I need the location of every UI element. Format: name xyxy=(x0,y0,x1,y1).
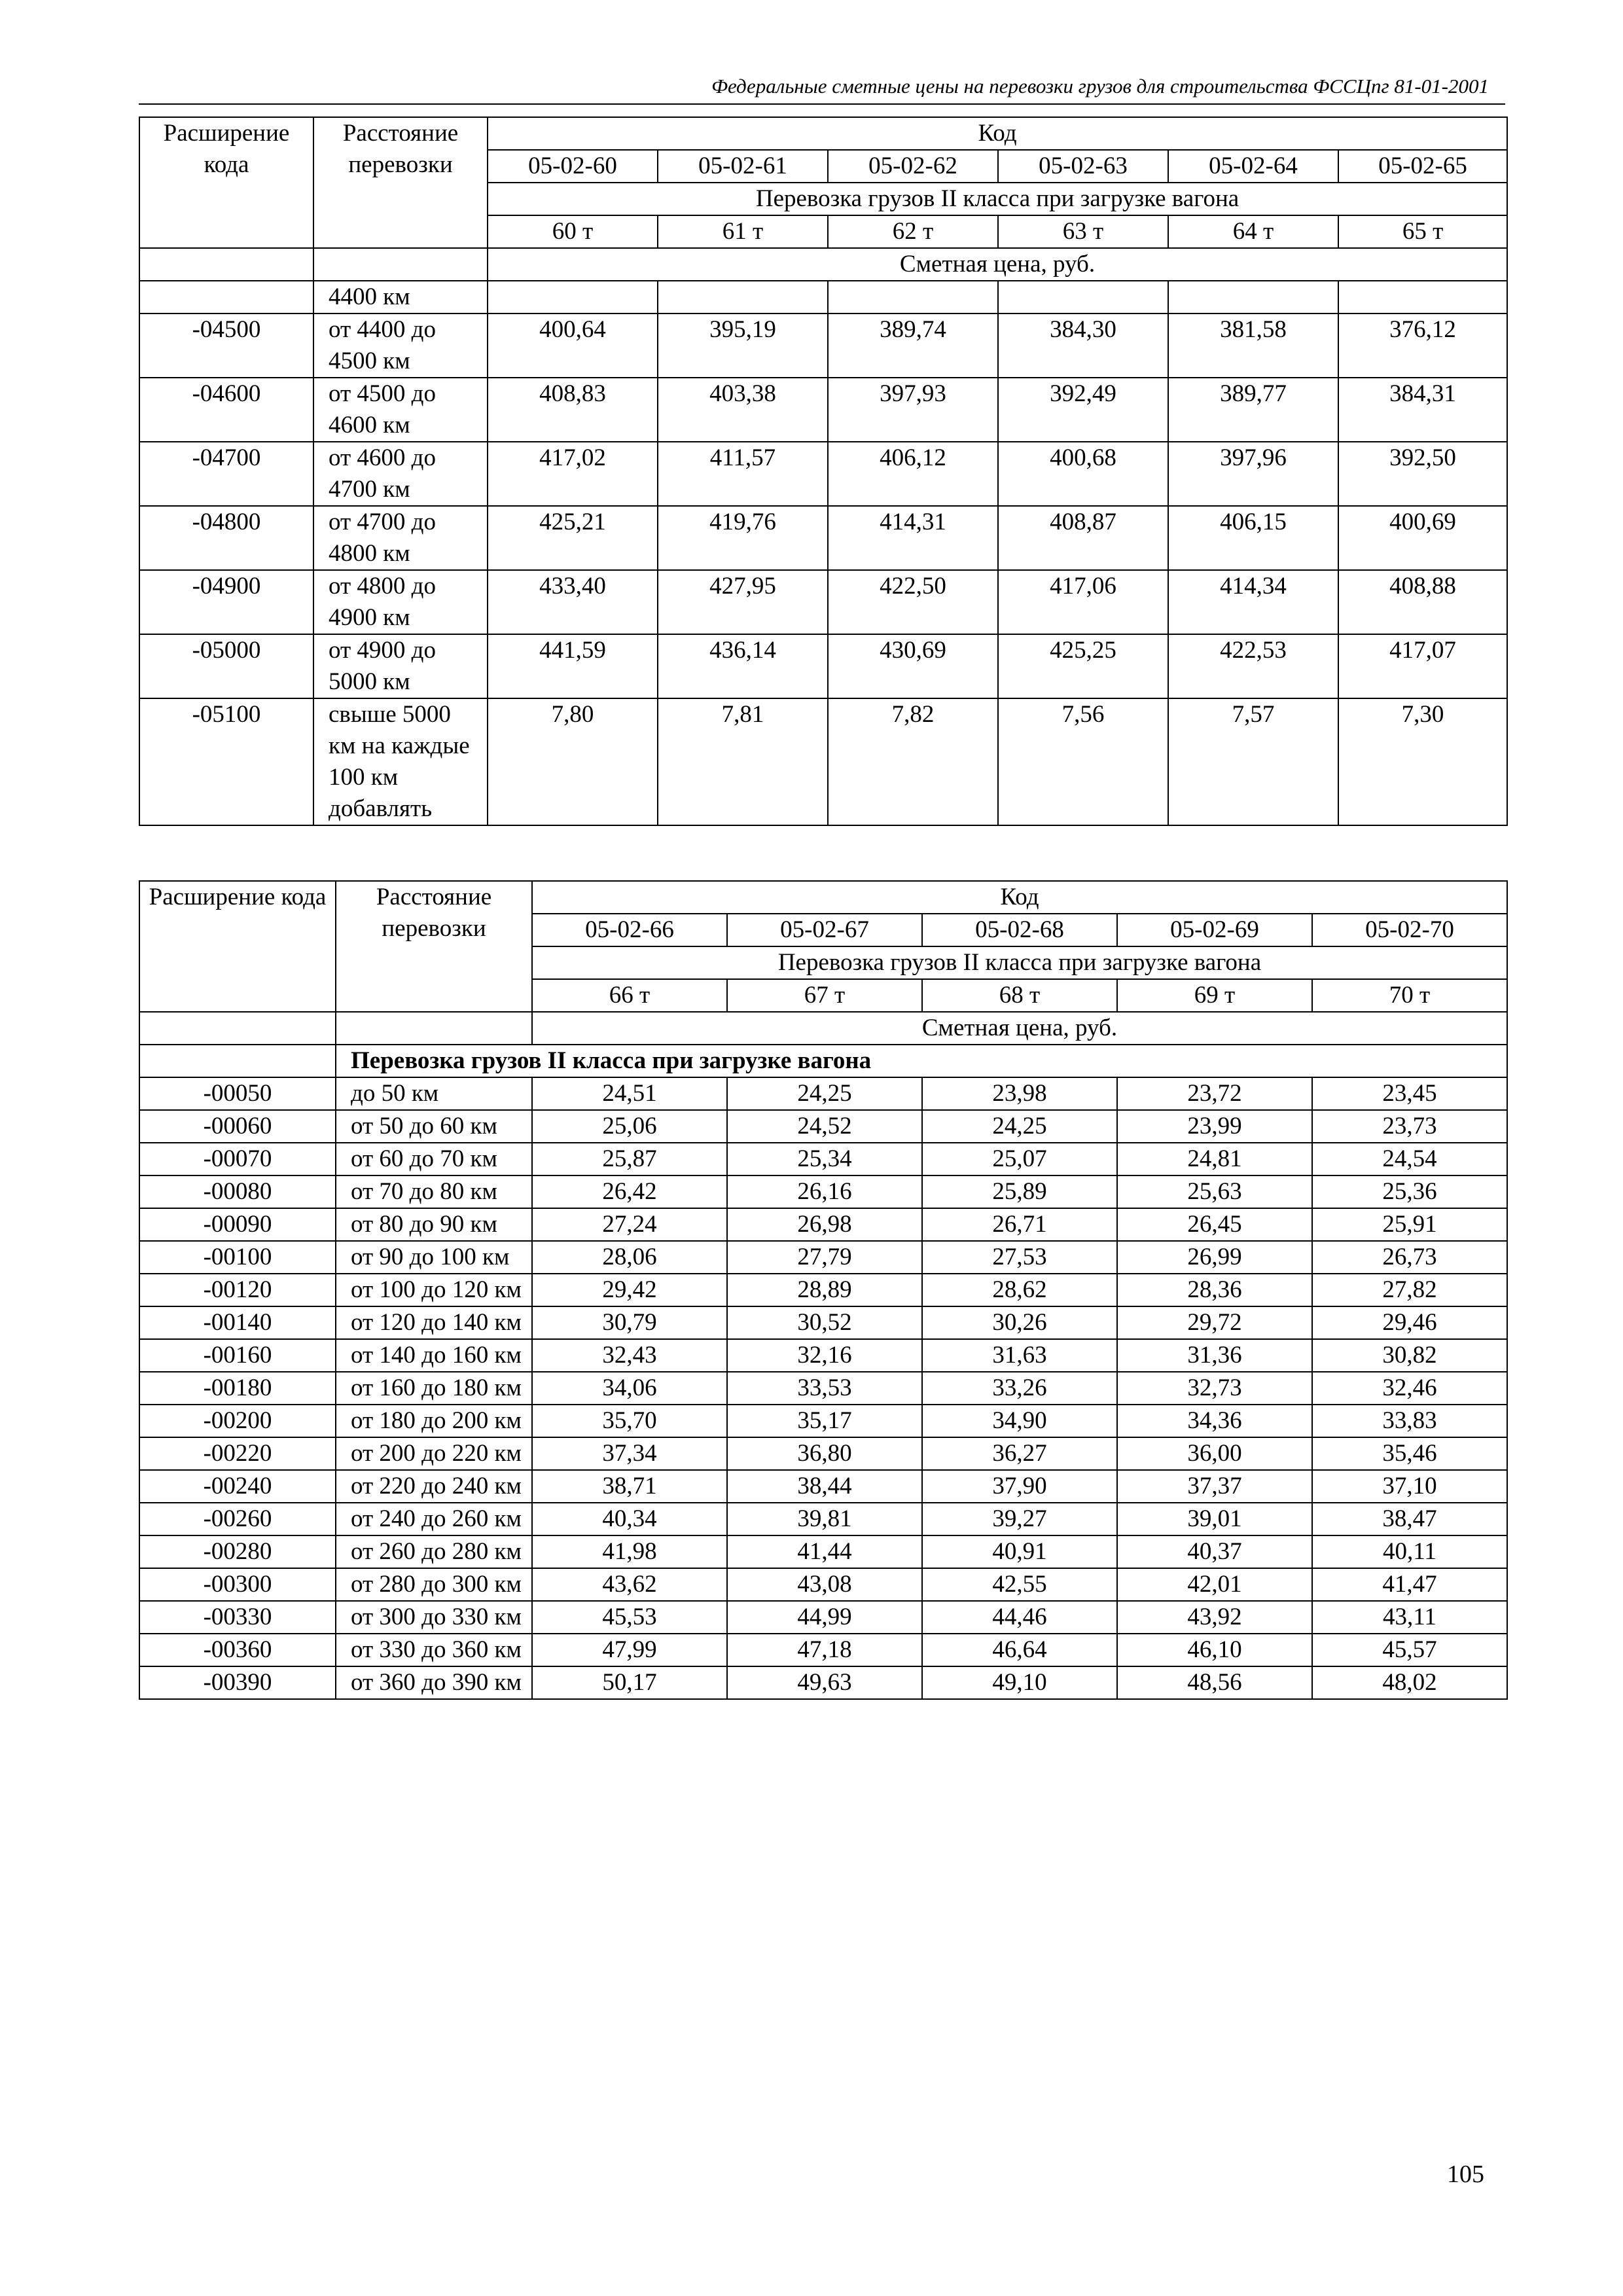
price-value: 7,30 xyxy=(1338,698,1507,825)
price-value: 397,93 xyxy=(828,378,998,442)
subheader: Перевозка грузов II класса при загрузке вагона xyxy=(488,183,1507,215)
price-value: 422,53 xyxy=(1168,634,1338,698)
price-value: 411,57 xyxy=(658,442,828,506)
price-value: 427,95 xyxy=(658,570,828,634)
table-row xyxy=(139,1175,1507,1208)
code-extension: -05100 xyxy=(139,698,313,825)
price-value: 43,08 xyxy=(727,1568,922,1601)
code-cell: 05-02-64 xyxy=(1168,150,1338,183)
price-value: 26,71 xyxy=(922,1208,1117,1241)
price-value: 29,72 xyxy=(1117,1306,1312,1339)
price-value: 400,68 xyxy=(998,442,1168,506)
price-value: 43,92 xyxy=(1117,1601,1312,1634)
table-row xyxy=(139,442,1507,506)
price-value: 40,91 xyxy=(922,1535,1117,1568)
price-value: 24,25 xyxy=(922,1110,1117,1143)
price-value: 389,74 xyxy=(828,314,998,378)
price-value: 26,98 xyxy=(727,1208,922,1241)
price-value: 23,45 xyxy=(1312,1077,1507,1110)
code-extension: -00390 xyxy=(139,1666,336,1699)
price-value: 39,01 xyxy=(1117,1503,1312,1535)
price-value: 7,56 xyxy=(998,698,1168,825)
price-value: 32,43 xyxy=(532,1339,727,1372)
price-value: 27,53 xyxy=(922,1241,1117,1274)
price-value: 28,06 xyxy=(532,1241,727,1274)
table-row xyxy=(139,506,1507,570)
distance: от 260 до 280 км xyxy=(336,1535,532,1568)
price-value: 38,71 xyxy=(532,1470,727,1503)
price-value: 26,73 xyxy=(1312,1241,1507,1274)
col-ext-header: Расширение кода xyxy=(139,881,336,1012)
empty-cell xyxy=(828,281,998,314)
code-header: Код xyxy=(488,117,1507,150)
price-value: 406,12 xyxy=(828,442,998,506)
price-value: 28,62 xyxy=(922,1274,1117,1306)
code-extension: -00120 xyxy=(139,1274,336,1306)
code-extension: -00300 xyxy=(139,1568,336,1601)
distance: от 4500 до 4600 км xyxy=(313,378,488,442)
price-value: 417,02 xyxy=(488,442,658,506)
table-row xyxy=(139,570,1507,634)
price-value: 25,87 xyxy=(532,1143,727,1175)
price-table-2 xyxy=(139,880,1508,1700)
code-extension: -00280 xyxy=(139,1535,336,1568)
price-value: 436,14 xyxy=(658,634,828,698)
price-value: 48,02 xyxy=(1312,1666,1507,1699)
code-extension: -04500 xyxy=(139,314,313,378)
subheader: Перевозка грузов II класса при загрузке вагона xyxy=(532,946,1507,979)
price-value: 31,63 xyxy=(922,1339,1117,1372)
price-value: 425,25 xyxy=(998,634,1168,698)
price-value: 25,07 xyxy=(922,1143,1117,1175)
table-row xyxy=(139,1077,1507,1110)
price-value: 34,90 xyxy=(922,1405,1117,1437)
distance: от 4600 до 4700 км xyxy=(313,442,488,506)
page-number: 105 xyxy=(1447,2161,1484,2188)
price-value: 41,44 xyxy=(727,1535,922,1568)
price-value: 25,36 xyxy=(1312,1175,1507,1208)
price-value: 33,26 xyxy=(922,1372,1117,1405)
price-value: 32,46 xyxy=(1312,1372,1507,1405)
distance: от 4900 до 5000 км xyxy=(313,634,488,698)
price-value: 26,42 xyxy=(532,1175,727,1208)
price-value: 384,31 xyxy=(1338,378,1507,442)
code-extension: -04800 xyxy=(139,506,313,570)
table-row xyxy=(139,1634,1507,1666)
distance: от 4800 до 4900 км xyxy=(313,570,488,634)
price-value: 24,54 xyxy=(1312,1143,1507,1175)
table-row xyxy=(139,378,1507,442)
price-value: 47,99 xyxy=(532,1634,727,1666)
price-value: 403,38 xyxy=(658,378,828,442)
code-extension: -00140 xyxy=(139,1306,336,1339)
code-cell: 05-02-61 xyxy=(658,150,828,183)
price-value: 28,36 xyxy=(1117,1274,1312,1306)
price-value: 35,46 xyxy=(1312,1437,1507,1470)
price-value: 408,83 xyxy=(488,378,658,442)
table-row xyxy=(139,1470,1507,1503)
price-value: 25,06 xyxy=(532,1110,727,1143)
empty-cell xyxy=(1338,281,1507,314)
price-value: 24,51 xyxy=(532,1077,727,1110)
price-value: 37,37 xyxy=(1117,1470,1312,1503)
code-cell: 05-02-66 xyxy=(532,914,727,946)
distance: от 220 до 240 км xyxy=(336,1470,532,1503)
price-value: 40,34 xyxy=(532,1503,727,1535)
price-value: 37,34 xyxy=(532,1437,727,1470)
price-value: 39,81 xyxy=(727,1503,922,1535)
price-value: 26,16 xyxy=(727,1175,922,1208)
price-value: 400,64 xyxy=(488,314,658,378)
table-row xyxy=(139,1601,1507,1634)
table-row xyxy=(139,1666,1507,1699)
price-value: 414,31 xyxy=(828,506,998,570)
code-extension: -00260 xyxy=(139,1503,336,1535)
code-extension: -00330 xyxy=(139,1601,336,1634)
price-value: 7,80 xyxy=(488,698,658,825)
price-value: 381,58 xyxy=(1168,314,1338,378)
price-value: 30,26 xyxy=(922,1306,1117,1339)
table-row xyxy=(139,1372,1507,1405)
load-cell: 60 т xyxy=(488,215,658,248)
load-cell: 63 т xyxy=(998,215,1168,248)
code-extension: -05000 xyxy=(139,634,313,698)
price-value: 42,55 xyxy=(922,1568,1117,1601)
code-extension: -00060 xyxy=(139,1110,336,1143)
empty-cell xyxy=(658,281,828,314)
price-table-1 xyxy=(139,117,1508,826)
price-value: 433,40 xyxy=(488,570,658,634)
price-value: 46,10 xyxy=(1117,1634,1312,1666)
price-value: 7,82 xyxy=(828,698,998,825)
empty-cell xyxy=(313,248,488,281)
distance: от 120 до 140 км xyxy=(336,1306,532,1339)
code-extension: -00070 xyxy=(139,1143,336,1175)
col-ext-header: Расширение кода xyxy=(139,117,313,248)
distance: от 200 до 220 км xyxy=(336,1437,532,1470)
price-value: 29,42 xyxy=(532,1274,727,1306)
price-value: 36,80 xyxy=(727,1437,922,1470)
price-value: 25,89 xyxy=(922,1175,1117,1208)
price-value: 39,27 xyxy=(922,1503,1117,1535)
price-value: 35,70 xyxy=(532,1405,727,1437)
load-cell: 64 т xyxy=(1168,215,1338,248)
price-value: 7,81 xyxy=(658,698,828,825)
price-value: 419,76 xyxy=(658,506,828,570)
price-value: 43,11 xyxy=(1312,1601,1507,1634)
price-value: 384,30 xyxy=(998,314,1168,378)
table-row xyxy=(139,1437,1507,1470)
price-value: 408,87 xyxy=(998,506,1168,570)
table-row xyxy=(139,1503,1507,1535)
price-value: 34,06 xyxy=(532,1372,727,1405)
price-value: 441,59 xyxy=(488,634,658,698)
distance: от 360 до 390 км xyxy=(336,1666,532,1699)
price-value: 34,36 xyxy=(1117,1405,1312,1437)
price-value: 23,73 xyxy=(1312,1110,1507,1143)
distance: от 90 до 100 км xyxy=(336,1241,532,1274)
price-value: 33,83 xyxy=(1312,1405,1507,1437)
table-row xyxy=(139,1306,1507,1339)
price-value: 48,56 xyxy=(1117,1666,1312,1699)
price-value: 47,18 xyxy=(727,1634,922,1666)
code-extension: -04900 xyxy=(139,570,313,634)
load-cell: 66 т xyxy=(532,979,727,1012)
code-extension: -00100 xyxy=(139,1241,336,1274)
code-cell: 05-02-67 xyxy=(727,914,922,946)
code-extension: -00200 xyxy=(139,1405,336,1437)
price-value: 41,98 xyxy=(532,1535,727,1568)
price-value: 400,69 xyxy=(1338,506,1507,570)
distance: от 240 до 260 км xyxy=(336,1503,532,1535)
price-value: 33,53 xyxy=(727,1372,922,1405)
code-extension: -00090 xyxy=(139,1208,336,1241)
price-value: 41,47 xyxy=(1312,1568,1507,1601)
code-cell: 05-02-62 xyxy=(828,150,998,183)
load-cell: 69 т xyxy=(1117,979,1312,1012)
price-value: 7,57 xyxy=(1168,698,1338,825)
price-value: 44,99 xyxy=(727,1601,922,1634)
code-extension: -00160 xyxy=(139,1339,336,1372)
distance: от 70 до 80 км xyxy=(336,1175,532,1208)
distance: от 60 до 70 км xyxy=(336,1143,532,1175)
table-row xyxy=(139,1143,1507,1175)
price-value: 44,46 xyxy=(922,1601,1117,1634)
price-value: 24,52 xyxy=(727,1110,922,1143)
price-value: 27,24 xyxy=(532,1208,727,1241)
price-value: 30,52 xyxy=(727,1306,922,1339)
load-cell: 68 т xyxy=(922,979,1117,1012)
distance: от 160 до 180 км xyxy=(336,1372,532,1405)
load-cell: 67 т xyxy=(727,979,922,1012)
price-value: 36,27 xyxy=(922,1437,1117,1470)
load-cell: 70 т xyxy=(1312,979,1507,1012)
price-value: 417,07 xyxy=(1338,634,1507,698)
price-value: 43,62 xyxy=(532,1568,727,1601)
price-value: 414,34 xyxy=(1168,570,1338,634)
code-extension: -00080 xyxy=(139,1175,336,1208)
price-value: 38,47 xyxy=(1312,1503,1507,1535)
price-value: 425,21 xyxy=(488,506,658,570)
table-row xyxy=(139,1274,1507,1306)
code-cell: 05-02-60 xyxy=(488,150,658,183)
price-value: 422,50 xyxy=(828,570,998,634)
empty-cell xyxy=(488,281,658,314)
empty-cell xyxy=(139,281,313,314)
table-row xyxy=(139,1339,1507,1372)
price-value: 40,11 xyxy=(1312,1535,1507,1568)
price-value: 397,96 xyxy=(1168,442,1338,506)
price-value: 37,10 xyxy=(1312,1470,1507,1503)
price-value: 49,10 xyxy=(922,1666,1117,1699)
table-row xyxy=(139,1405,1507,1437)
price-value: 392,49 xyxy=(998,378,1168,442)
code-header: Код xyxy=(532,881,1507,914)
table-row xyxy=(139,1241,1507,1274)
price-value: 23,99 xyxy=(1117,1110,1312,1143)
load-cell: 65 т xyxy=(1338,215,1507,248)
code-cell: 05-02-68 xyxy=(922,914,1117,946)
distance: от 140 до 160 км xyxy=(336,1339,532,1372)
price-value: 30,82 xyxy=(1312,1339,1507,1372)
price-value: 430,69 xyxy=(828,634,998,698)
distance: от 50 до 60 км xyxy=(336,1110,532,1143)
code-extension: -00360 xyxy=(139,1634,336,1666)
code-extension: -04700 xyxy=(139,442,313,506)
empty-cell xyxy=(139,1045,336,1077)
price-value: 28,89 xyxy=(727,1274,922,1306)
code-cell: 05-02-65 xyxy=(1338,150,1507,183)
running-header xyxy=(139,73,1505,105)
price-value: 389,77 xyxy=(1168,378,1338,442)
price-value: 25,91 xyxy=(1312,1208,1507,1241)
price-value: 417,06 xyxy=(998,570,1168,634)
carry-over-distance: 4400 км xyxy=(313,281,488,314)
price-value: 38,44 xyxy=(727,1470,922,1503)
price-value: 27,79 xyxy=(727,1241,922,1274)
price-value: 49,63 xyxy=(727,1666,922,1699)
price-label: Сметная цена, руб. xyxy=(532,1012,1507,1045)
price-value: 395,19 xyxy=(658,314,828,378)
code-cell: 05-02-69 xyxy=(1117,914,1312,946)
price-value: 37,90 xyxy=(922,1470,1117,1503)
code-extension: -00050 xyxy=(139,1077,336,1110)
empty-cell xyxy=(1168,281,1338,314)
price-value: 376,12 xyxy=(1338,314,1507,378)
distance: от 280 до 300 км xyxy=(336,1568,532,1601)
price-value: 40,37 xyxy=(1117,1535,1312,1568)
price-value: 25,63 xyxy=(1117,1175,1312,1208)
distance: от 180 до 200 км xyxy=(336,1405,532,1437)
table-row xyxy=(139,634,1507,698)
price-value: 50,17 xyxy=(532,1666,727,1699)
table-row xyxy=(139,1568,1507,1601)
code-cell: 05-02-63 xyxy=(998,150,1168,183)
price-value: 27,82 xyxy=(1312,1274,1507,1306)
price-value: 408,88 xyxy=(1338,570,1507,634)
table-row xyxy=(139,1110,1507,1143)
price-value: 23,72 xyxy=(1117,1077,1312,1110)
empty-cell xyxy=(998,281,1168,314)
section-title: Перевозка грузов II класса при загрузке вагона xyxy=(336,1045,1507,1077)
empty-cell xyxy=(139,248,313,281)
table-row xyxy=(139,698,1507,825)
distance: от 330 до 360 км xyxy=(336,1634,532,1666)
empty-cell xyxy=(139,1012,336,1045)
price-value: 406,15 xyxy=(1168,506,1338,570)
price-value: 392,50 xyxy=(1338,442,1507,506)
price-value: 32,73 xyxy=(1117,1372,1312,1405)
distance: до 50 км xyxy=(336,1077,532,1110)
table-row xyxy=(139,1208,1507,1241)
distance: от 80 до 90 км xyxy=(336,1208,532,1241)
load-cell: 61 т xyxy=(658,215,828,248)
distance: от 300 до 330 км xyxy=(336,1601,532,1634)
price-label: Сметная цена, руб. xyxy=(488,248,1507,281)
price-value: 29,46 xyxy=(1312,1306,1507,1339)
code-extension: -04600 xyxy=(139,378,313,442)
price-value: 46,64 xyxy=(922,1634,1117,1666)
price-value: 23,98 xyxy=(922,1077,1117,1110)
running-title: Федеральные сметные цены на перевозки грузов для строительства ФССЦпг 81-01-2001 xyxy=(711,75,1489,98)
price-value: 35,17 xyxy=(727,1405,922,1437)
distance: от 100 до 120 км xyxy=(336,1274,532,1306)
code-extension: -00180 xyxy=(139,1372,336,1405)
load-cell: 62 т xyxy=(828,215,998,248)
price-value: 25,34 xyxy=(727,1143,922,1175)
price-value: 26,45 xyxy=(1117,1208,1312,1241)
col-dist-header: Расстояние перевозки xyxy=(313,117,488,248)
col-dist-header: Расстояние перевозки xyxy=(336,881,532,1012)
distance: от 4400 до 4500 км xyxy=(313,314,488,378)
code-extension: -00220 xyxy=(139,1437,336,1470)
distance: от 4700 до 4800 км xyxy=(313,506,488,570)
empty-cell xyxy=(336,1012,532,1045)
table-row xyxy=(139,1535,1507,1568)
code-cell: 05-02-70 xyxy=(1312,914,1507,946)
price-value: 45,57 xyxy=(1312,1634,1507,1666)
price-value: 26,99 xyxy=(1117,1241,1312,1274)
price-value: 36,00 xyxy=(1117,1437,1312,1470)
price-value: 31,36 xyxy=(1117,1339,1312,1372)
price-value: 24,81 xyxy=(1117,1143,1312,1175)
table-row xyxy=(139,314,1507,378)
price-value: 42,01 xyxy=(1117,1568,1312,1601)
distance: свыше 5000 км на каждые 100 км добавлять xyxy=(313,698,488,825)
price-value: 45,53 xyxy=(532,1601,727,1634)
code-extension: -00240 xyxy=(139,1470,336,1503)
price-value: 30,79 xyxy=(532,1306,727,1339)
price-value: 32,16 xyxy=(727,1339,922,1372)
price-value: 24,25 xyxy=(727,1077,922,1110)
